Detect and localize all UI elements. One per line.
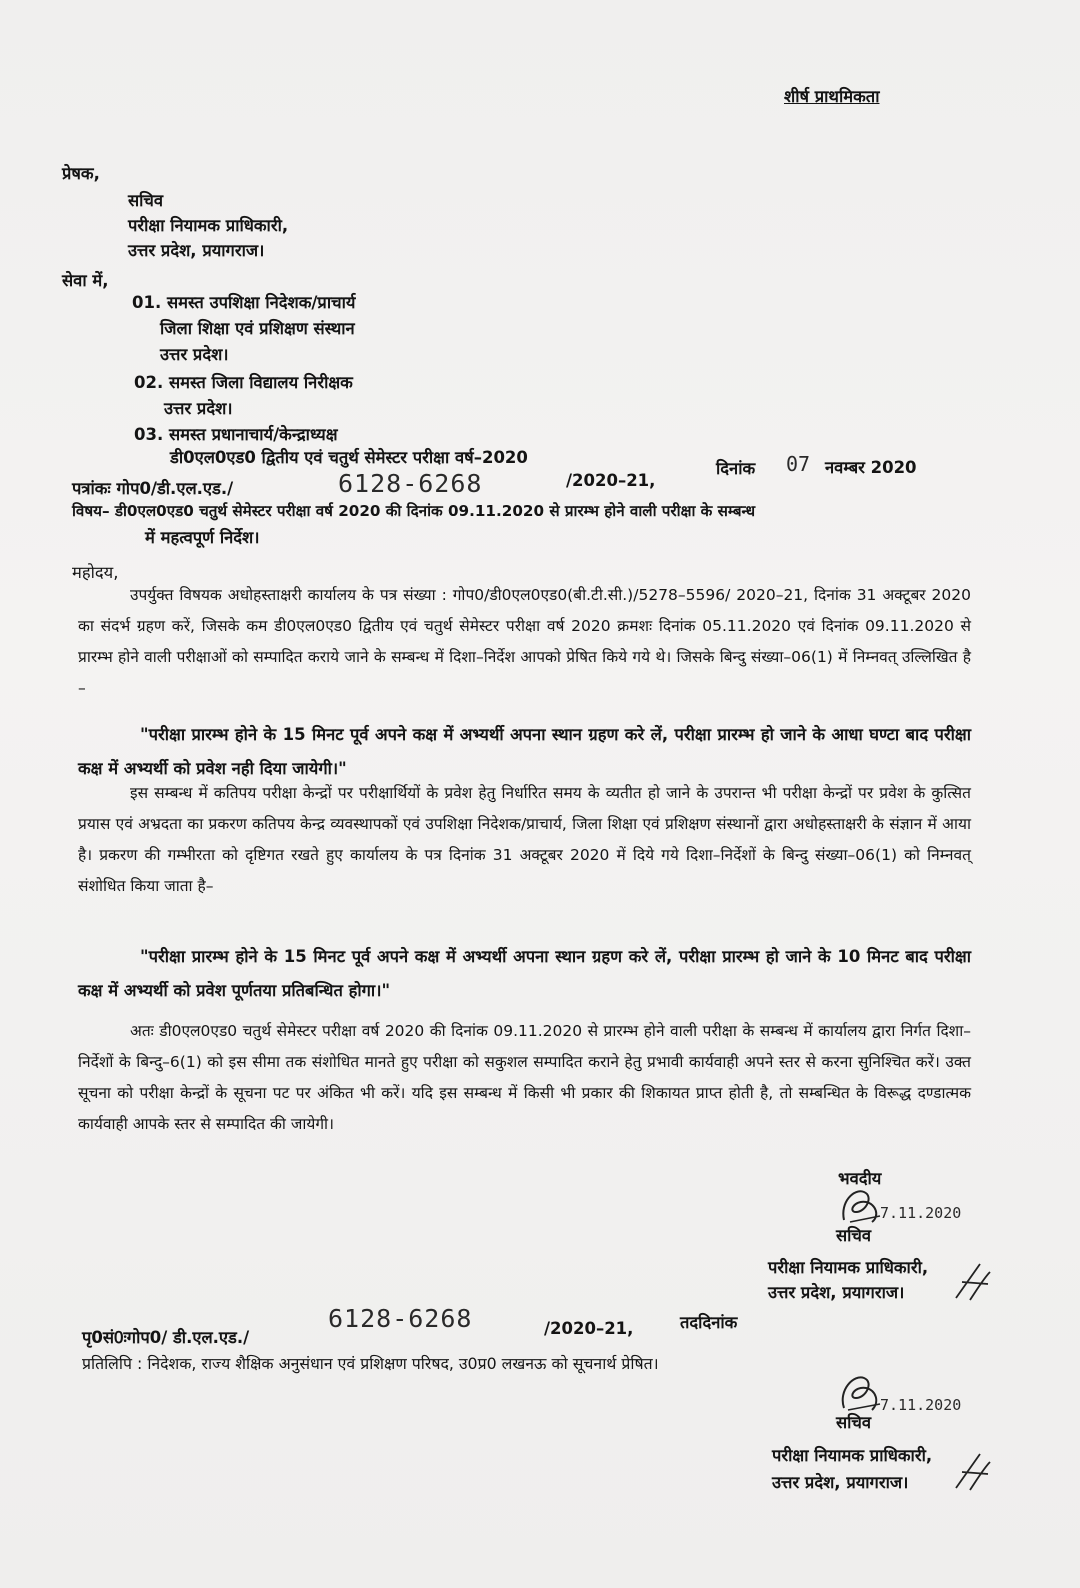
signature-date: 7.11.2020: [880, 1204, 962, 1222]
initials-mark: [950, 1448, 994, 1494]
ref-date-rest: नवम्बर 2020: [825, 458, 917, 477]
quote-text: "परीक्षा प्रारम्भ होने के 15 मिनट पूर्व अपने कक्ष में अभ्यर्थी अपना स्थान ग्रहण करे लें, परीक्षा प्रारम्भ हो जाने के आधा घण्टा बाद परीक्षा कक्ष में अभ्यर्थी को प्रवेश नही दिया जायेगी।": [78, 725, 971, 778]
quoted-instruction: [78, 940, 971, 1008]
signatory-place: उत्तर प्रदेश, प्रयागराज।: [772, 1473, 909, 1492]
paragraph-text: अतः डी0एल0एड0 चतुर्थ सेमेस्टर परीक्षा वर्ष 2020 की दिनांक 09.11.2020 से प्रारम्भ होने वाली परीक्षा के सम्बन्ध में कार्यालय द्वारा निर्गत दिशा–निर्देशों के बिन्दु–6(1) को इस सीमा तक संशोधित मानते हुए परीक्षा को सकुशल सम्पादित कराने हेतु प्रभावी कार्यवाही अपने स्तर से करना सुनिश्चित करें। उक्त सूचना को परीक्षा केन्द्रों के सूचना पट पर अंकित भी करें। यदि इस सम्बन्ध में किसी भी प्रकार की शिकायत प्राप्त होती है, तो सम्बन्धित के विरूद्ध दण्डात्मक कार्यवाही आपके स्तर से सम्पादित की जायेगी।: [78, 1022, 971, 1133]
signatory-title: सचिव: [836, 1413, 872, 1432]
quote-text: "परीक्षा प्रारम्भ होने के 15 मिनट पूर्व अपने कक्ष में अभ्यर्थी अपना स्थान ग्रहण करे लें, परीक्षा प्रारम्भ हो जाने के 10 मिनट बाद परीक्षा कक्ष में अभ्यर्थी को प्रवेश पूर्णतया प्रतिबन्धित होगा।": [78, 947, 971, 1000]
sender-line: उत्तर प्रदेश, प्रयागराज।: [128, 241, 265, 260]
recipient-line: डी0एल0एड0 द्वितीय एवं चतुर्थ सेमेस्टर परीक्षा वर्ष–2020: [170, 448, 528, 467]
endorsement-prefix: पृ0सं0ःगोप0/ डी.एल.एड./: [82, 1328, 250, 1347]
recipient-line: जिला शिक्षा एवं प्रशिक्षण संस्थान: [160, 319, 355, 338]
subject-line: विषय– डी0एल0एड0 चतुर्थ सेमेस्टर परीक्षा वर्ष 2020 की दिनांक 09.11.2020 से प्रारम्भ होने वाली परीक्षा के सम्बन्ध: [72, 502, 756, 520]
endorsement-number-handwritten: 6128-6268: [328, 1304, 473, 1333]
recipient-line: उत्तर प्रदेश।: [164, 399, 233, 418]
sender-label: प्रेषक,: [62, 164, 100, 183]
endorsement-copy: प्रतिलिपि : निदेशक, राज्य शैक्षिक अनुसंधान एवं प्रशिक्षण परिषद, उ0प्र0 लखनऊ को सूचनार्थ प्रेषित।: [82, 1354, 659, 1373]
salutation: महोदय,: [72, 563, 119, 582]
ref-prefix: पत्रांकः गोप0/डी.एल.एड./: [72, 479, 234, 498]
sender-line: सचिव: [128, 191, 164, 210]
paragraph-text: इस सम्बन्ध में कतिपय परीक्षा केन्द्रों पर परीक्षार्थियों के प्रवेश हेतु निर्धारित समय के व्यतीत हो जाने के उपरान्त भी परीक्षा केन्द्रों पर प्रवेश के कुत्सित प्रयास एवं अभ्रदता का प्रकरण कतिपय केन्द्र व्यवस्थापकों एवं उपशिक्षा निदेशक/प्राचार्य, जिला शिक्षा एवं प्रशिक्षण संस्थानों द्वारा अधोहस्ताक्षरी के संज्ञान में आया है। प्रकरण की गम्भीरता को दृष्टिगत रखते हुए कार्यालय के पत्र दिनांक 31 अक्टूबर 2020 में दिये गये दिशा–निर्देशों के बिन्दु संख्या–06(1) को निम्नवत् संशोधित किया जाता है–: [78, 784, 971, 895]
recipient-line: 01. समस्त उपशिक्षा निदेशक/प्राचार्य: [132, 293, 356, 312]
endorsement-date: तददिनांक: [680, 1313, 738, 1332]
subject-line: में महत्वपूर्ण निर्देश।: [145, 528, 260, 547]
signature-date: 7.11.2020: [880, 1396, 962, 1414]
recipients-label: सेवा में,: [62, 271, 109, 290]
recipient-line: 03. समस्त प्रधानाचार्य/केन्द्राध्यक्ष: [134, 425, 338, 444]
body-paragraph: [78, 778, 971, 902]
recipient-line: 02. समस्त जिला विद्यालय निरीक्षक: [134, 373, 353, 392]
body-paragraph: [78, 1016, 971, 1140]
recipient-line: उत्तर प्रदेश।: [160, 345, 229, 364]
priority-label: शीर्ष प्राथमिकता: [784, 87, 880, 106]
ref-number-handwritten: 6128-6268: [338, 469, 483, 498]
ref-date-label: दिनांक: [716, 459, 756, 478]
signatory-org: परीक्षा नियामक प्राधिकारी,: [768, 1258, 929, 1277]
initials-mark: [950, 1258, 994, 1304]
endorsement-suffix: /2020–21,: [544, 1319, 634, 1338]
quoted-instruction: [78, 718, 971, 786]
signatory-org: परीक्षा नियामक प्राधिकारी,: [772, 1446, 933, 1465]
paragraph-text: उपर्युक्त विषयक अधोहस्ताक्षरी कार्यालय के पत्र संख्या : गोप0/डी0एल0एड0(बी.टी.सी.)/5278–5596/ 2020–21, दिनांक 31 अक्टूबर 2020 का संदर्भ ग्रहण करें, जिसके कम डी0एल0एड0 द्वितीय एवं चतुर्थ सेमेस्टर परीक्षा वर्ष 2020 क्रमशः दिनांक 05.11.2020 एवं दिनांक 09.11.2020 से प्रारम्भ होने वाली परीक्षाओं को सम्पादित कराये जाने के सम्बन्ध में दिशा–निर्देश आपको प्रेषित किये गये थे। जिसके बिन्दु संख्या–06(1) में निम्नवत् उल्लिखित है –: [78, 586, 971, 697]
sender-line: परीक्षा नियामक प्राधिकारी,: [128, 216, 289, 235]
body-paragraph: [78, 580, 971, 704]
signatory-place: उत्तर प्रदेश, प्रयागराज।: [768, 1283, 905, 1302]
signatory-title: सचिव: [836, 1226, 872, 1245]
ref-suffix: /2020–21,: [566, 471, 656, 490]
ref-date-day: 07: [786, 452, 811, 476]
closing: भवदीय: [838, 1169, 882, 1188]
